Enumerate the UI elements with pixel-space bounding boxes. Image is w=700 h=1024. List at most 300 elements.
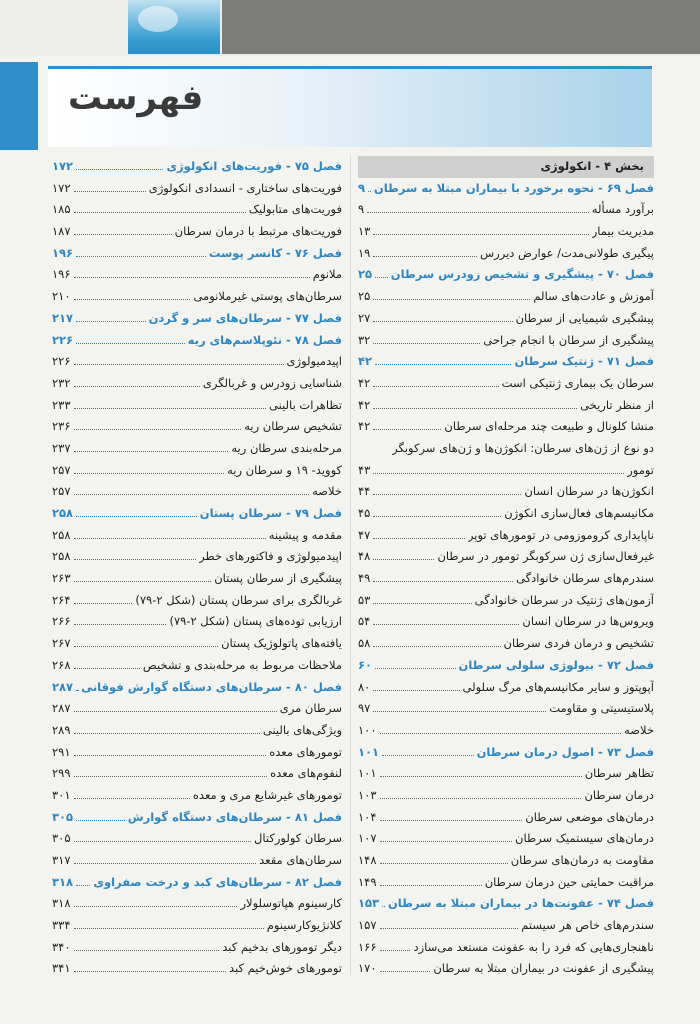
entry-title: فصل ۷۴ - عفونت‌ها در بیماران مبتلا به سرطان [387,896,654,911]
leader-dots [382,896,385,907]
page-number: ۳۱۷ [52,853,71,867]
leader-dots [373,376,498,387]
page-number: ۳۰۱ [52,787,71,802]
leader-dots [373,419,441,430]
page-number: ۲۶۸ [52,657,71,672]
entry-title: فصل ۸۱ - سرطان‌های دستگاه گوارش [127,809,342,824]
leader-dots [76,333,185,344]
leader-dots [74,202,246,213]
toc-entry [358,828,654,850]
toc-entry [52,828,342,850]
entry-title: پیشگیری از عفونت در بیماران مبتلا به سرطان [433,961,654,976]
chapter-heading [52,807,342,829]
page-number: ۱۶۶ [358,939,377,954]
leader-dots [368,181,371,192]
entry-title: تشخیص سرطان ریه [244,419,342,434]
entry-title: منشا کلونال و طبیعت چند مرحله‌ای سرطان [444,419,654,434]
entry-title: سرطان کولورکتال [254,831,342,846]
chapter-heading [358,178,654,200]
entry-title: سندرم‌های سرطان خانوادگی [516,571,654,586]
page-number: ۳۲ [358,332,371,347]
leader-dots [74,853,257,864]
entry-title: پیشگیری شیمیایی از سرطان [515,310,654,325]
leader-dots [74,788,190,799]
entry-title: لنفوم‌های معده [270,766,342,781]
toc-entry [358,698,654,720]
leader-dots [380,831,512,842]
page-number: ۲۶۶ [52,614,71,629]
leader-dots [74,701,277,712]
page-number: ۲۵۸ [52,506,74,520]
leader-dots [74,658,140,669]
toc-entry [358,503,654,525]
toc-entry [52,937,342,959]
entry-title: فصل ۷۲ - بیولوژی سلولی سرطان [458,657,654,672]
entry-title: تومور [627,462,654,477]
leader-dots [76,810,125,821]
leader-dots [74,961,226,972]
page-number: ۱۴۸ [358,853,377,867]
toc-entry [358,373,654,395]
page-number: ۳۱۸ [52,896,71,911]
page-number: ۲۶۴ [52,592,71,607]
leader-dots [375,267,388,278]
entry-title: برآورد مسأله [591,202,654,217]
toc-entry [52,286,342,308]
leader-dots [373,571,513,582]
entry-title: ارزیابی توده‌های پستان (شکل ۲-۷۹) [169,614,342,629]
entry-title: آپوپتوز و سایر مکانیسم‌های مرگ سلولی [462,679,654,694]
page-title: فهرست [68,78,204,118]
entry-title: خلاصه [624,722,654,737]
toc-entry [358,633,654,655]
page-number: ۱۰۳ [358,787,377,802]
entry-title: فصل ۸۲ - سرطان‌های کبد و درخت صفراوی [93,874,342,889]
entry-title: مراقبت حمایتی حین درمان سرطان [484,874,654,889]
leader-dots [367,202,589,213]
page-number: ۲۶۷ [52,636,71,651]
toc-entry [52,525,342,547]
chapter-heading [358,351,654,373]
page-number: ۱۵۷ [358,918,377,933]
entry-title: تومورهای غیرشایع مری و معده [192,787,342,802]
page-number: ۱۰۱ [358,744,380,759]
entry-title: مرحله‌بندی سرطان ریه [231,440,342,455]
toc-entry [52,720,342,742]
entry-title: فصل ۷۳ - اصول درمان سرطان [476,744,654,759]
toc-entry [52,460,342,482]
page-number: ۲۳۷ [52,440,71,455]
entry-title: فوریت‌های متابولیک [248,202,342,217]
entry-title: سرطان مری [279,701,342,716]
leader-dots [74,614,167,625]
toc-entry [52,481,342,503]
leader-dots [373,333,480,344]
entry-title: ناپایداری کروموزومی در تومورهای توپر [467,527,654,542]
entry-title: ملاحظات مربوط به مرحله‌بندی و تشخیص [142,657,342,672]
leader-dots [76,246,206,257]
leader-dots [74,376,200,387]
leader-dots [74,289,191,300]
leader-dots [373,484,521,495]
page-number: ۴۲ [358,419,371,434]
toc-entry [358,243,654,265]
page-number: ۱۳ [358,224,371,239]
page-number: ۹۷ [358,701,371,716]
page-number: ۳۴۱ [52,961,71,976]
toc-entry [52,416,342,438]
page-number: ۹ [358,202,365,217]
toc-entry [52,199,342,221]
toc-entry [358,872,654,894]
page-number: ۱۸۷ [52,224,71,239]
page-number: ۴۳ [358,462,371,477]
page-number: ۳۰۵ [52,831,71,846]
leader-dots [74,224,172,235]
page-number: ۴۹ [358,571,371,586]
toc-entry [358,481,654,503]
toc-entry [52,373,342,395]
chapter-heading [52,677,342,699]
page-number: ۸۰ [358,679,371,694]
toc-entry [52,763,342,785]
page-number: ۴۵ [358,506,371,520]
toc-entry [358,546,654,568]
page-number: ۲۲۶ [52,332,74,347]
toc-right-column [358,156,654,980]
chapter-heading [358,655,654,677]
entry-title: بخش ۴ - انکولوژی [540,159,644,173]
page-number: ۱۰۷ [358,831,377,846]
page-number: ۲۵۸ [52,527,71,542]
leader-dots [74,766,268,777]
page-number: ۱۹۶ [52,245,74,260]
page-number: ۴۷ [358,527,371,542]
toc-entry [358,763,654,785]
page-number: ۲۹۹ [52,766,71,781]
entry-title: دو نوع از ژن‌های سرطان: انکوژن‌ها و ژن‌های سرکوبگر [392,440,654,455]
page-number: ۲۹۱ [52,744,71,759]
leader-dots [382,745,474,756]
toc-entry [358,416,654,438]
leader-dots [373,528,465,539]
entry-title: تشخیص و درمان فردی سرطان [503,636,654,651]
section-heading [358,156,654,178]
entry-title: شناسایی زودرس و غربالگری [202,375,342,390]
blue-side-tab [0,62,38,150]
entry-title: فصل ۸۰ - سرطان‌های دستگاه گوارش فوقانی [81,679,342,694]
entry-title: پلاستیسیتی و مقاومت [549,701,654,716]
entry-title: فصل ۷۸ - نئوپلاسم‌های ریه [187,332,342,347]
page-number: ۲۵۷ [52,462,71,477]
toc-entry [52,893,342,915]
toc-entry [52,915,342,937]
leader-dots [74,441,229,452]
page-number: ۴۲ [358,397,371,412]
leader-dots [375,354,511,365]
leader-dots [380,788,582,799]
entry-title: پیگیری طولانی‌مدت/ عوارض دیررس [480,245,654,260]
page-number: ۳۱۸ [52,874,74,889]
entry-title: ملانوم [312,267,342,282]
leader-dots [373,224,588,235]
chapter-heading [52,156,342,178]
entry-title: مقاومت به درمان‌های سرطان [510,853,654,867]
leader-dots [373,701,546,712]
chapter-heading [52,308,342,330]
leader-dots [373,311,512,322]
page-number: ۲۳۶ [52,419,71,434]
leader-dots [76,875,90,886]
toc-entry [52,850,342,872]
leader-dots [76,311,146,322]
toc-entry [358,611,654,633]
page-number: ۲۱۰ [52,289,71,304]
leader-dots [74,896,238,907]
toc-entry [358,308,654,330]
leader-dots [373,246,477,257]
leader-dots [74,419,242,430]
page-number: ۴۴ [358,484,371,499]
entry-title: فصل ۷۱ - ژنتیک سرطان [514,354,654,369]
toc-entry [358,199,654,221]
page-number: ۱۷۲ [52,159,74,173]
toc-entry [52,958,342,980]
leader-dots [74,745,267,756]
entry-title: فصل ۷۷ - سرطان‌های سر و گردن [148,310,342,325]
leader-dots [76,506,197,517]
toc-entry [52,633,342,655]
page-number: ۲۳۲ [52,375,71,390]
toc-entry [358,590,654,612]
toc-entry [52,568,342,590]
page-number: ۱۴۹ [358,874,377,889]
leader-dots [375,658,455,669]
toc-entry [52,785,342,807]
page-number: ۳۳۴ [52,918,71,933]
entry-title: مکانیسم‌های فعال‌سازی انکوژن [504,506,654,520]
leader-dots [76,159,163,170]
toc-entry [52,611,342,633]
entry-title: غیرفعال‌سازی ژن سرکوبگر تومور در سرطان [437,549,654,564]
leader-dots [74,354,284,365]
leader-dots [380,918,519,929]
entry-title: آموزش و عادت‌های سالم [533,289,654,304]
toc-entry [52,698,342,720]
entry-title: ویژگی‌های بالینی [262,722,342,737]
page-number: ۱۰۴ [358,809,377,824]
entry-title: پیشگیری از سرطان پستان [214,571,342,586]
page-number: ۲۸۷ [52,679,74,694]
entry-title: تومورهای خوش‌خیم کبد [229,961,342,976]
chapter-heading [52,243,342,265]
toc-entry [52,395,342,417]
entry-title: ناهنجاری‌هایی که فرد را به عفونت مستعد می‌سازد [413,939,654,954]
leader-dots [373,593,471,604]
toc-entry [358,720,654,742]
leader-dots [74,181,146,192]
leader-dots [74,918,264,929]
page-number: ۱۹ [358,245,371,260]
entry-title: فصل ۷۰ - پیشگیری و تشخیص زودرس سرطان [390,267,654,282]
chapter-heading [52,330,342,352]
page-number: ۵۸ [358,636,371,651]
leader-dots [373,398,577,409]
leader-dots [373,289,530,300]
page-number: ۲۳۳ [52,397,71,412]
toc-entry [358,937,654,959]
page-number: ۲۵ [358,289,371,304]
toc-entry [52,546,342,568]
leader-dots [74,593,133,604]
entry-title: دیگر تومورهای بدخیم کبد [222,939,342,954]
leader-dots [74,940,220,951]
leader-dots [74,549,197,560]
toc-entry [358,286,654,308]
entry-title: سرطان‌های پوستی غیرملانومی [193,289,342,304]
leader-dots [373,680,459,691]
leader-dots [380,940,411,951]
leader-dots [373,636,500,647]
entry-title: ویروس‌ها در سرطان انسان [522,614,654,629]
toc-entry [358,460,654,482]
page-number: ۴۲ [358,375,371,390]
page-number: ۲۷ [358,310,371,325]
page-number: ۱۷۲ [52,180,71,195]
toc-entry [358,807,654,829]
page-number: ۲۵۸ [52,549,71,564]
leader-dots [74,571,212,582]
page-number: ۱۰۰ [358,722,377,737]
entry-title: پیشگیری از سرطان با انجام جراحی [483,332,654,347]
leader-dots [76,680,78,691]
page-number: ۱۹۶ [52,267,71,282]
page-number: ۶۰ [358,657,373,672]
entry-title: تومورهای معده [269,744,342,759]
toc-entry [358,785,654,807]
entry-title: کلانژیوکارسینوم [266,918,342,933]
toc-entry [52,655,342,677]
toc-entry [52,438,342,460]
page-number: ۱۵۳ [358,896,380,911]
chapter-heading [52,872,342,894]
toc-entry [358,958,654,980]
toc-entry [52,742,342,764]
entry-title: درمان‌های سیستمیک سرطان [515,831,654,846]
page-number: ۱۷۰ [358,961,377,976]
entry-title: فصل ۷۶ - کانسر پوست [208,245,342,260]
chapter-heading [52,503,342,525]
leader-dots [74,484,310,495]
leader-dots [373,463,624,474]
leader-dots [74,636,219,647]
toc-entry [358,677,654,699]
toc-entry [52,264,342,286]
background-gray-area [222,0,700,54]
entry-title: آزمون‌های ژنتیک در سرطان خانوادگی [474,592,654,607]
page-number: ۴۲ [358,354,373,369]
toc-entry [358,850,654,872]
page-number: ۲۲۶ [52,354,71,369]
toc-entry [358,568,654,590]
page-number: ۵۴ [358,614,371,629]
leader-dots [380,875,482,886]
page-number: ۱۰۱ [358,766,377,781]
entry-title: از منظر تاریخی [580,397,654,412]
entry-title: درمان‌های موضعی سرطان [525,809,654,824]
toc-entry [52,351,342,373]
entry-title: اپیدمیولوژی [286,354,342,369]
entry-title: خلاصه [312,484,342,499]
entry-title: مدیریت بیمار [591,224,654,239]
toc-left-column [52,156,342,980]
leader-dots [74,267,310,278]
leader-dots [380,810,523,821]
page-number: ۲۸۷ [52,701,71,716]
entry-title: درمان سرطان [584,787,654,802]
entry-title: فصل ۶۹ - نحوه برخورد با بیماران مبتلا به سرطان [373,180,654,195]
leader-dots [373,506,501,517]
entry-title: فوریت‌های ساختاری - انسدادی انکولوژی [148,180,342,195]
leader-dots [380,723,622,734]
toc-entry [358,221,654,243]
page-number: ۳۰۵ [52,809,74,824]
entry-title: مقدمه و پیشینه [268,527,342,542]
leader-dots [74,398,267,409]
entry-title: سندرم‌های خاص هر سیستم [521,918,654,933]
toc-entry [52,178,342,200]
leader-dots [380,766,582,777]
entry-title: انکوژن‌ها در سرطان انسان [524,484,654,499]
leader-dots [74,723,260,734]
toc-entry [358,525,654,547]
toc-entry [52,590,342,612]
leader-dots [380,853,508,864]
column-divider [350,155,351,975]
entry-title: فوریت‌های مرتبط با درمان سرطان [174,224,342,239]
toc-entry [52,221,342,243]
leader-dots [380,961,431,972]
entry-title: کووید- ۱۹ و سرطان ریه [227,462,342,477]
page-number: ۳۴۰ [52,939,71,954]
toc-entry [358,330,654,352]
page-number: ۵۳ [358,592,371,607]
leader-dots [74,463,225,474]
page-number: ۲۵۷ [52,484,71,499]
toc-entry [358,438,654,460]
entry-title: سرطان یک بیماری ژنتیکی است [501,375,654,390]
entry-title: یافته‌های پاتولوژیک پستان [221,636,342,651]
page-number: ۲۸۹ [52,722,71,737]
entry-title: تظاهرات بالینی [269,397,342,412]
entry-title: غربالگری برای سرطان پستان (شکل ۲-۷۹) [135,592,342,607]
toc-entry [358,915,654,937]
chapter-heading [358,893,654,915]
entry-title: سرطان‌های مقعد [259,853,342,867]
cover-photo-strip [128,0,220,54]
page-number: ۲۶۳ [52,571,71,586]
toc-entry [358,395,654,417]
page-number: ۲۱۷ [52,310,74,325]
page-number: ۴۸ [358,549,371,564]
leader-dots [74,528,266,539]
leader-dots [74,831,252,842]
page-number: ۱۸۵ [52,202,71,217]
entry-title: فصل ۷۵ - فوریت‌های انکولوژی [166,159,342,173]
entry-title: کارسینوم هپاتوسلولار [240,896,342,911]
entry-title: فصل ۷۹ - سرطان پستان [199,506,342,520]
leader-dots [373,549,434,560]
